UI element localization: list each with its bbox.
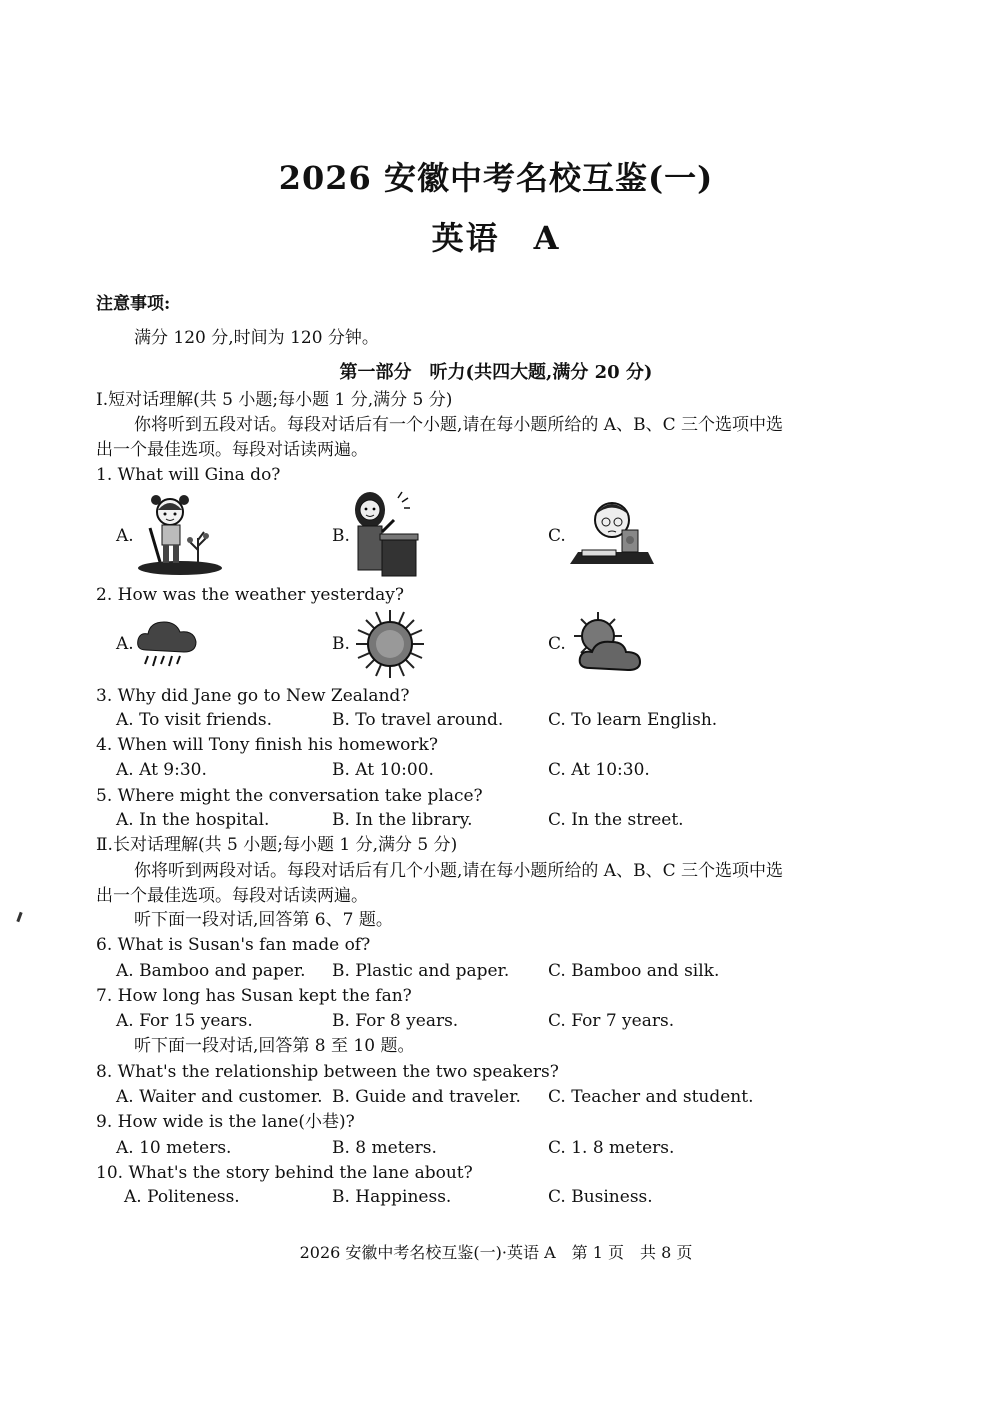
question-1: 1. What will Gina do? bbox=[96, 465, 281, 485]
notice-heading: 注意事项: bbox=[96, 294, 171, 314]
q4-option-b: B. At 10:00. bbox=[332, 760, 434, 780]
page-footer: 2026 安徽中考名校互鉴(一)·英语 A 第 1 页 共 8 页 bbox=[299, 1243, 693, 1262]
q9-option-b: B. 8 meters. bbox=[332, 1138, 437, 1158]
q10-option-b: B. Happiness. bbox=[332, 1187, 452, 1207]
dialogue-intro-8-10: 听下面一段对话,回答第 8 至 10 题。 bbox=[134, 1036, 415, 1056]
q9-option-a: A. 10 meters. bbox=[116, 1138, 232, 1158]
q4-option-c: C. At 10:30. bbox=[548, 760, 650, 780]
q6-option-a: A. Bamboo and paper. bbox=[116, 961, 306, 981]
question-10: 10. What's the story behind the lane about? bbox=[96, 1163, 473, 1183]
q5-option-b: B. In the library. bbox=[332, 810, 473, 830]
section2-heading: Ⅱ.长对话理解(共 5 小题;每小题 1 分,满分 5 分) bbox=[96, 835, 458, 855]
question-2: 2. How was the weather yesterday? bbox=[96, 585, 404, 605]
q3-option-a: A. To visit friends. bbox=[116, 710, 273, 730]
stray-mark bbox=[16, 912, 22, 922]
section1-instruction-line2: 出一个最佳选项。每段对话读两遍。 bbox=[96, 440, 368, 460]
q7-option-c: C. For 7 years. bbox=[548, 1011, 675, 1031]
q5-option-c: C. In the street. bbox=[548, 810, 684, 830]
q8-option-a: A. Waiter and customer. bbox=[116, 1087, 323, 1107]
question-8: 8. What's the relationship between the two speakers? bbox=[96, 1062, 559, 1082]
sun-behind-cloud-icon bbox=[566, 610, 644, 674]
q8-option-b: B. Guide and traveler. bbox=[332, 1087, 521, 1107]
q4-option-a: A. At 9:30. bbox=[116, 760, 207, 780]
q1-option-b: B. bbox=[332, 526, 350, 546]
question-6: 6. What is Susan's fan made of? bbox=[96, 935, 371, 955]
q1-option-a: A. bbox=[116, 526, 134, 546]
q9-option-c: C. 1. 8 meters. bbox=[548, 1138, 675, 1158]
section1-heading: Ⅰ.短对话理解(共 5 小题;每小题 1 分,满分 5 分) bbox=[96, 390, 453, 410]
sun-icon bbox=[354, 608, 426, 680]
girl-giving-speech-icon bbox=[346, 488, 426, 578]
q10-option-c: C. Business. bbox=[548, 1187, 653, 1207]
section1-instruction-line1: 你将听到五段对话。每段对话后有一个小题,请在每小题所给的 A、B、C 三个选项中选 bbox=[134, 415, 783, 435]
q8-option-c: C. Teacher and student. bbox=[548, 1087, 754, 1107]
exam-title: 2026 安徽中考名校互鉴(一) bbox=[278, 159, 714, 197]
q2-option-c: C. bbox=[548, 634, 566, 654]
q3-option-b: B. To travel around. bbox=[332, 710, 504, 730]
q7-option-a: A. For 15 years. bbox=[116, 1011, 253, 1031]
exam-subtitle: 英语 A bbox=[431, 219, 561, 257]
section2-instruction-line2: 出一个最佳选项。每段对话读两遍。 bbox=[96, 886, 368, 906]
q5-option-a: A. In the hospital. bbox=[116, 810, 270, 830]
q2-option-a: A. bbox=[116, 634, 134, 654]
q1-option-c: C. bbox=[548, 526, 566, 546]
q2-option-b: B. bbox=[332, 634, 350, 654]
notice-text: 满分 120 分,时间为 120 分钟。 bbox=[134, 328, 379, 348]
question-7: 7. How long has Susan kept the fan? bbox=[96, 986, 412, 1006]
dialogue-intro-6-7: 听下面一段对话,回答第 6、7 题。 bbox=[134, 910, 393, 930]
rainy-cloud-icon bbox=[134, 614, 200, 670]
section2-instruction-line1: 你将听到两段对话。每段对话后有几个小题,请在每小题所给的 A、B、C 三个选项中选 bbox=[134, 861, 783, 881]
part1-heading: 第一部分 听力(共四大题,满分 20 分) bbox=[339, 362, 653, 383]
question-3: 3. Why did Jane go to New Zealand? bbox=[96, 686, 410, 706]
q10-option-a: A. Politeness. bbox=[124, 1187, 240, 1207]
q3-option-c: C. To learn English. bbox=[548, 710, 718, 730]
girl-planting-tree-icon bbox=[136, 488, 224, 576]
q6-option-b: B. Plastic and paper. bbox=[332, 961, 510, 981]
q6-option-c: C. Bamboo and silk. bbox=[548, 961, 720, 981]
question-9: 9. How wide is the lane(小巷)? bbox=[96, 1112, 355, 1132]
question-5: 5. Where might the conversation take place? bbox=[96, 786, 483, 806]
boy-studying-icon bbox=[568, 492, 656, 570]
question-4: 4. When will Tony finish his homework? bbox=[96, 735, 438, 755]
q7-option-b: B. For 8 years. bbox=[332, 1011, 459, 1031]
